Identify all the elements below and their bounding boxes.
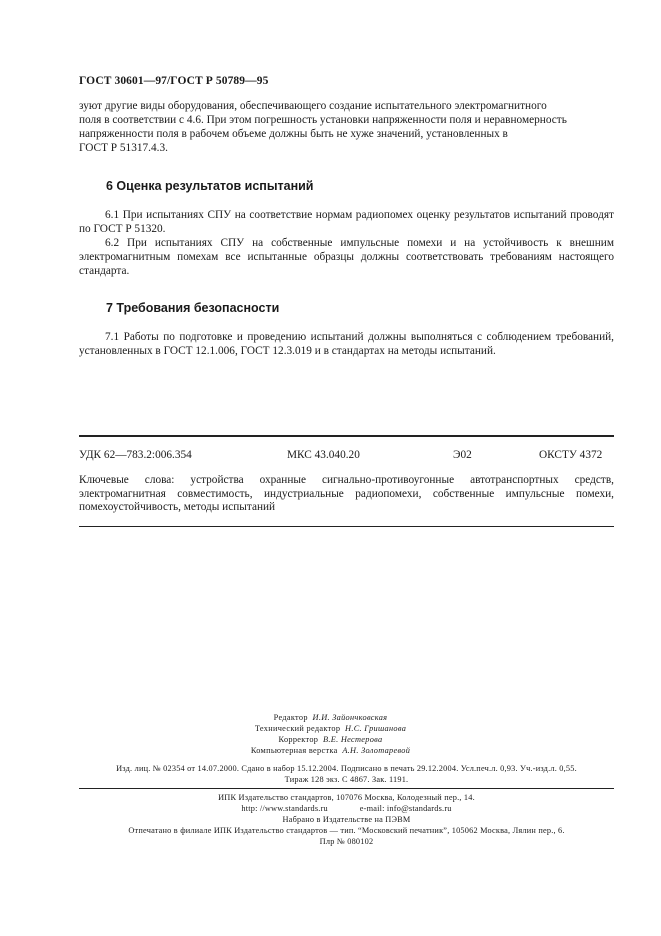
top-rule — [79, 435, 614, 437]
keywords: Ключевые слова: устройства охранные сигнально-противоугонные автотранспортных средств, электромагнитная совместимость, индустриальные радиопомехи, собственные импульсные помехи, помехоустойчивость, методы испытаний — [79, 474, 614, 513]
bottom-rule — [79, 526, 614, 527]
print-info-line1: Изд. лиц. № 02354 от 14.07.2000. Сдано в набор 15.12.2004. Подписано в печать 29.12.2004. Усл.печ.л. 0,93. Уч.-изд.л. 0,55. — [116, 764, 577, 773]
corrector-label: Корректор — [278, 735, 319, 744]
intro-line: зуют другие виды оборудования, обеспечивающего создание испытательного электромагнитного — [79, 100, 547, 112]
editor-label: Редактор — [273, 713, 308, 722]
udk-code: УДК 62—783.2:006.354 — [79, 449, 192, 461]
okstu-code: ОКСТУ 4372 — [539, 449, 603, 461]
publisher-email: e-mail: info@standards.ru — [359, 804, 452, 813]
intro-paragraph — [79, 99, 614, 155]
publisher-line5: Плр № 080102 — [319, 837, 374, 846]
staff-block — [0, 712, 661, 756]
section-7-title: 7 Требования безопасности — [106, 301, 280, 315]
intro-line: напряженности поля в рабочем объеме должны быть не хуже значений, установленных в — [79, 128, 508, 140]
section-6-body — [79, 208, 614, 278]
publisher-line1: ИПК Издательство стандартов, 107076 Москва, Колодезный пер., 14. — [218, 793, 475, 802]
editor-name: И.И. Зайончковская — [312, 713, 388, 722]
section-6-title: 6 Оценка результатов испытаний — [106, 179, 314, 193]
publisher-line3: Набрано в Издательстве на ПЭВМ — [282, 815, 411, 824]
print-info — [79, 763, 614, 785]
corrector-line — [0, 734, 661, 745]
tech-editor-line — [0, 723, 661, 734]
clause-6-1: 6.1 При испытаниях СПУ на соответствие нормам радиопомех оценку результатов испытаний проводят по ГОСТ Р 51320. — [79, 209, 614, 235]
publisher-rule — [79, 788, 614, 789]
intro-line: поля в соответствии с 4.6. При этом погрешность установки напряженности поля и неравномерность — [79, 114, 567, 126]
layout-name: А.Н. Золотаревой — [342, 746, 411, 755]
layout-line — [0, 745, 661, 756]
clause-6-2: 6.2 При испытаниях СПУ на собственные импульсные помехи и на устойчивость к внешним электромагнитным помехам все испытанные образцы должны соответствовать требованиям настоящего стандарта. — [79, 237, 614, 277]
corrector-name: В.Е. Нестерова — [322, 735, 383, 744]
editor-line — [0, 712, 661, 723]
publisher-contacts — [79, 803, 614, 814]
publisher-block — [79, 792, 614, 847]
publisher-website: http: //www.standards.ru — [241, 804, 328, 813]
publisher-line4: Отпечатано в филиале ИПК Издательство стандартов — тип. “Московский печатник”, 105062 Москва, Лялин пер., 6. — [128, 826, 565, 835]
clause-7-1: 7.1 Работы по подготовке и проведению испытаний должны выполняться с соблюдением требований, установленных в ГОСТ 12.1.006, ГОСТ 12.3.019 и в стандартах на методы испытаний. — [79, 331, 614, 357]
mks-code: МКС 43.040.20 — [287, 449, 360, 461]
intro-line: ГОСТ Р 51317.4.3. — [79, 142, 168, 154]
page-header: ГОСТ 30601—97/ГОСТ Р 50789—95 — [79, 75, 269, 87]
tech-editor-name: Н.С. Гришанова — [345, 724, 407, 733]
layout-label: Компьютерная верстка — [250, 746, 338, 755]
e-code: Э02 — [453, 449, 472, 461]
tech-editor-label: Технический редактор — [254, 724, 341, 733]
section-7-body — [79, 330, 614, 358]
print-info-line2: Тираж 128 экз. С 4867. Зак. 1191. — [284, 775, 409, 784]
